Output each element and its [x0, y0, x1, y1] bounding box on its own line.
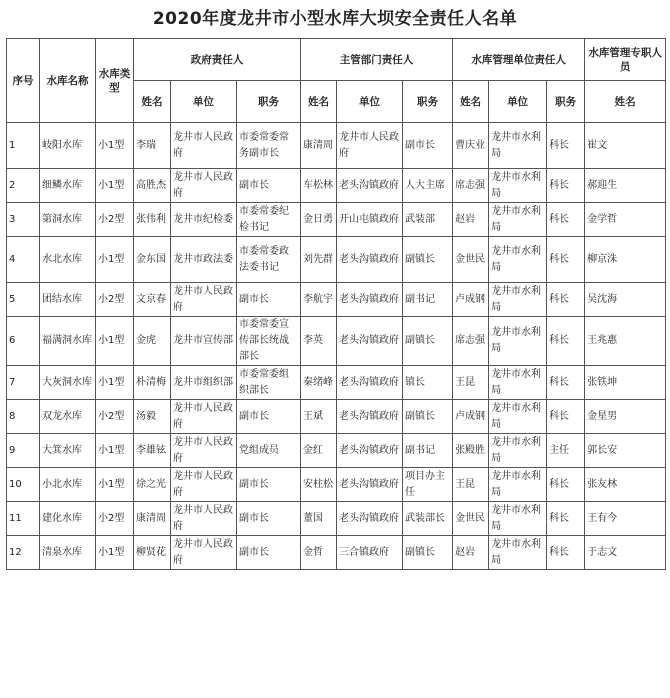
staff-person-cell: 郭长安 — [585, 434, 666, 468]
reservoir-name-cell: 福满洞水库 — [40, 317, 96, 366]
staff-person-cell: 崔文 — [585, 123, 666, 169]
header-staff-person: 姓名 — [585, 81, 666, 123]
reservoir-type-cell: 小1型 — [96, 317, 134, 366]
gov-org-cell: 龙井市宣传部 — [171, 317, 237, 366]
row-number-cell: 1 — [7, 123, 40, 169]
header-unit: 水库管理单位责任人 — [453, 39, 585, 81]
unit-person-cell: 金世民 — [453, 237, 489, 283]
gov-person-cell: 金虎 — [134, 317, 171, 366]
gov-post-cell: 副市长 — [237, 400, 301, 434]
unit-person-cell: 王昆 — [453, 366, 489, 400]
dept-post-cell: 武装部 — [403, 203, 453, 237]
reservoir-name-cell: 水北水库 — [40, 237, 96, 283]
header-dept-post: 职务 — [403, 81, 453, 123]
dept-person-cell: 王斌 — [301, 400, 337, 434]
dept-org-cell: 老头沟镇政府 — [337, 502, 403, 536]
unit-person-cell: 卢成钢 — [453, 400, 489, 434]
header-unit-org: 单位 — [489, 81, 547, 123]
table-row — [7, 203, 666, 237]
reservoir-type-cell: 小2型 — [96, 203, 134, 237]
row-number-cell: 11 — [7, 502, 40, 536]
unit-post-cell: 科长 — [547, 203, 585, 237]
gov-org-cell: 龙井市人民政府 — [171, 536, 237, 570]
gov-post-cell: 市委常委宣传部长统战部长 — [237, 317, 301, 366]
reservoir-type-cell: 小1型 — [96, 123, 134, 169]
staff-person-cell: 张友林 — [585, 468, 666, 502]
dept-person-cell: 刘先群 — [301, 237, 337, 283]
page-title: 2020年度龙井市小型水库大坝安全责任人名单 — [152, 9, 518, 29]
table-row — [7, 237, 666, 283]
gov-org-cell: 龙井市人民政府 — [171, 400, 237, 434]
reservoir-type-cell: 小1型 — [96, 169, 134, 203]
row-number-cell: 4 — [7, 237, 40, 283]
table-row — [7, 169, 666, 203]
gov-person-cell: 康清周 — [134, 502, 171, 536]
row-number-cell: 8 — [7, 400, 40, 434]
reservoir-name-cell: 清泉水库 — [40, 536, 96, 570]
unit-person-cell: 席志强 — [453, 169, 489, 203]
dept-person-cell: 康清周 — [301, 123, 337, 169]
gov-post-cell: 副市长 — [237, 169, 301, 203]
reservoir-name-cell: 细鳞水库 — [40, 169, 96, 203]
unit-org-cell: 龙井市水利局 — [489, 434, 547, 468]
unit-person-cell: 曹庆业 — [453, 123, 489, 169]
reservoir-type-cell: 小1型 — [96, 237, 134, 283]
unit-org-cell: 龙井市水利局 — [489, 237, 547, 283]
table-row — [7, 123, 666, 169]
gov-person-cell: 柳贤花 — [134, 536, 171, 570]
dept-org-cell: 龙井市人民政府 — [337, 123, 403, 169]
dept-post-cell: 副书记 — [403, 434, 453, 468]
gov-person-cell: 朴清梅 — [134, 366, 171, 400]
dept-person-cell: 金日勇 — [301, 203, 337, 237]
dept-person-cell: 秦绪峰 — [301, 366, 337, 400]
gov-person-cell: 金东国 — [134, 237, 171, 283]
row-number-cell: 12 — [7, 536, 40, 570]
gov-person-cell: 文京春 — [134, 283, 171, 317]
gov-org-cell: 龙井市人民政府 — [171, 169, 237, 203]
reservoir-name-cell: 小北水库 — [40, 468, 96, 502]
dept-person-cell: 车松林 — [301, 169, 337, 203]
dept-post-cell: 副市长 — [403, 123, 453, 169]
unit-person-cell: 卢成钢 — [453, 283, 489, 317]
header-unit-post: 职务 — [547, 81, 585, 123]
unit-org-cell: 龙井市水利局 — [489, 502, 547, 536]
unit-person-cell: 赵岩 — [453, 203, 489, 237]
gov-post-cell: 副市长 — [237, 468, 301, 502]
gov-person-cell: 徐之光 — [134, 468, 171, 502]
row-number-cell: 7 — [7, 366, 40, 400]
reservoir-type-cell: 小2型 — [96, 502, 134, 536]
gov-post-cell: 副市长 — [237, 502, 301, 536]
staff-person-cell: 王兆惠 — [585, 317, 666, 366]
reservoir-type-cell: 小1型 — [96, 468, 134, 502]
unit-org-cell: 龙井市水利局 — [489, 536, 547, 570]
reservoir-name-cell: 第洞水库 — [40, 203, 96, 237]
unit-org-cell: 龙井市水利局 — [489, 283, 547, 317]
reservoir-name-cell: 双龙水库 — [40, 400, 96, 434]
dept-post-cell: 副书记 — [403, 283, 453, 317]
unit-org-cell: 龙井市水利局 — [489, 169, 547, 203]
row-number-cell: 9 — [7, 434, 40, 468]
gov-post-cell: 副市长 — [237, 536, 301, 570]
dept-post-cell: 人大主席 — [403, 169, 453, 203]
unit-post-cell: 科长 — [547, 283, 585, 317]
dept-org-cell: 老头沟镇政府 — [337, 317, 403, 366]
header-dept-person: 姓名 — [301, 81, 337, 123]
table-row — [7, 502, 666, 536]
header-dept-org: 单位 — [337, 81, 403, 123]
gov-org-cell: 龙井市人民政府 — [171, 123, 237, 169]
dept-org-cell: 老头沟镇政府 — [337, 434, 403, 468]
reservoir-name-cell: 团结水库 — [40, 283, 96, 317]
header-gov: 政府责任人 — [134, 39, 301, 81]
gov-person-cell: 张伟利 — [134, 203, 171, 237]
header-dept: 主管部门责任人 — [301, 39, 453, 81]
unit-post-cell: 科长 — [547, 237, 585, 283]
gov-post-cell: 市委常委组织部长 — [237, 366, 301, 400]
dept-org-cell: 老头沟镇政府 — [337, 468, 403, 502]
staff-person-cell: 金星男 — [585, 400, 666, 434]
dept-org-cell: 老头沟镇政府 — [337, 237, 403, 283]
header-seq: 序号 — [7, 39, 40, 123]
dept-org-cell: 老头沟镇政府 — [337, 169, 403, 203]
dept-post-cell: 武装部长 — [403, 502, 453, 536]
dept-post-cell: 项目办主任 — [403, 468, 453, 502]
dept-org-cell: 开山屯镇政府 — [337, 203, 403, 237]
staff-person-cell: 金学哲 — [585, 203, 666, 237]
table-row — [7, 400, 666, 434]
table-row — [7, 434, 666, 468]
unit-person-cell: 赵岩 — [453, 536, 489, 570]
unit-post-cell: 科长 — [547, 317, 585, 366]
unit-post-cell: 科长 — [547, 502, 585, 536]
unit-person-cell: 席志强 — [453, 317, 489, 366]
table-row — [7, 317, 666, 366]
unit-person-cell: 王昆 — [453, 468, 489, 502]
table-row — [7, 283, 666, 317]
header-gov-org: 单位 — [171, 81, 237, 123]
dept-org-cell: 三合镇政府 — [337, 536, 403, 570]
reservoir-type-cell: 小1型 — [96, 366, 134, 400]
row-number-cell: 3 — [7, 203, 40, 237]
unit-post-cell: 主任 — [547, 434, 585, 468]
gov-org-cell: 龙井市人民政府 — [171, 283, 237, 317]
staff-person-cell: 吴沈海 — [585, 283, 666, 317]
unit-person-cell: 张殿胜 — [453, 434, 489, 468]
row-number-cell: 6 — [7, 317, 40, 366]
gov-post-cell: 市委常委纪检书记 — [237, 203, 301, 237]
staff-person-cell: 柳京洙 — [585, 237, 666, 283]
table-row — [7, 366, 666, 400]
staff-person-cell: 郝迎生 — [585, 169, 666, 203]
reservoir-name-cell: 建化水库 — [40, 502, 96, 536]
dept-org-cell: 老头沟镇政府 — [337, 366, 403, 400]
reservoir-type-cell: 小2型 — [96, 400, 134, 434]
dept-post-cell: 副镇长 — [403, 317, 453, 366]
unit-person-cell: 金世民 — [453, 502, 489, 536]
unit-org-cell: 龙井市水利局 — [489, 203, 547, 237]
unit-org-cell: 龙井市水利局 — [489, 123, 547, 169]
reservoir-type-cell: 小1型 — [96, 434, 134, 468]
reservoir-type-cell: 小2型 — [96, 283, 134, 317]
gov-person-cell: 李雄铉 — [134, 434, 171, 468]
row-number-cell: 5 — [7, 283, 40, 317]
gov-org-cell: 龙井市人民政府 — [171, 468, 237, 502]
unit-post-cell: 科长 — [547, 468, 585, 502]
gov-org-cell: 龙井市人民政府 — [171, 502, 237, 536]
unit-post-cell: 科长 — [547, 366, 585, 400]
dept-post-cell: 镇长 — [403, 366, 453, 400]
gov-org-cell: 龙井市政法委 — [171, 237, 237, 283]
reservoir-name-cell: 大灰洞水库 — [40, 366, 96, 400]
unit-org-cell: 龙井市水利局 — [489, 317, 547, 366]
row-number-cell: 10 — [7, 468, 40, 502]
header-staff: 水库管理专职人员 — [585, 39, 666, 81]
header-gov-person: 姓名 — [134, 81, 171, 123]
unit-post-cell: 科长 — [547, 123, 585, 169]
responsibility-table — [6, 38, 666, 570]
header-unit-person: 姓名 — [453, 81, 489, 123]
unit-post-cell: 科长 — [547, 169, 585, 203]
header-gov-post: 职务 — [237, 81, 301, 123]
unit-org-cell: 龙井市水利局 — [489, 468, 547, 502]
gov-post-cell: 市委常委政法委书记 — [237, 237, 301, 283]
dept-person-cell: 李航宇 — [301, 283, 337, 317]
reservoir-type-cell: 小1型 — [96, 536, 134, 570]
staff-person-cell: 王有今 — [585, 502, 666, 536]
dept-person-cell: 董国 — [301, 502, 337, 536]
dept-post-cell: 副镇长 — [403, 400, 453, 434]
header-reservoir-name: 水库名称 — [40, 39, 96, 123]
unit-post-cell: 科长 — [547, 536, 585, 570]
header-reservoir-type: 水库类型 — [96, 39, 134, 123]
gov-org-cell: 龙井市组织部 — [171, 366, 237, 400]
dept-person-cell: 金红 — [301, 434, 337, 468]
dept-org-cell: 老头沟镇政府 — [337, 400, 403, 434]
dept-person-cell: 安柱松 — [301, 468, 337, 502]
unit-org-cell: 龙井市水利局 — [489, 400, 547, 434]
row-number-cell: 2 — [7, 169, 40, 203]
table-row — [7, 536, 666, 570]
gov-org-cell: 龙井市人民政府 — [171, 434, 237, 468]
gov-org-cell: 龙井市纪检委 — [171, 203, 237, 237]
dept-post-cell: 副镇长 — [403, 237, 453, 283]
table-row — [7, 468, 666, 502]
gov-person-cell: 高胜杰 — [134, 169, 171, 203]
gov-post-cell: 市委常委常务副市长 — [237, 123, 301, 169]
staff-person-cell: 于志文 — [585, 536, 666, 570]
gov-person-cell: 汤毅 — [134, 400, 171, 434]
dept-post-cell: 副镇长 — [403, 536, 453, 570]
unit-post-cell: 科长 — [547, 400, 585, 434]
reservoir-name-cell: 大箕水库 — [40, 434, 96, 468]
staff-person-cell: 张铁坤 — [585, 366, 666, 400]
dept-org-cell: 老头沟镇政府 — [337, 283, 403, 317]
gov-post-cell: 党组成员 — [237, 434, 301, 468]
dept-person-cell: 李英 — [301, 317, 337, 366]
gov-post-cell: 副市长 — [237, 283, 301, 317]
unit-org-cell: 龙井市水利局 — [489, 366, 547, 400]
reservoir-name-cell: 岐阳水库 — [40, 123, 96, 169]
dept-person-cell: 金哲 — [301, 536, 337, 570]
gov-person-cell: 李瑞 — [134, 123, 171, 169]
